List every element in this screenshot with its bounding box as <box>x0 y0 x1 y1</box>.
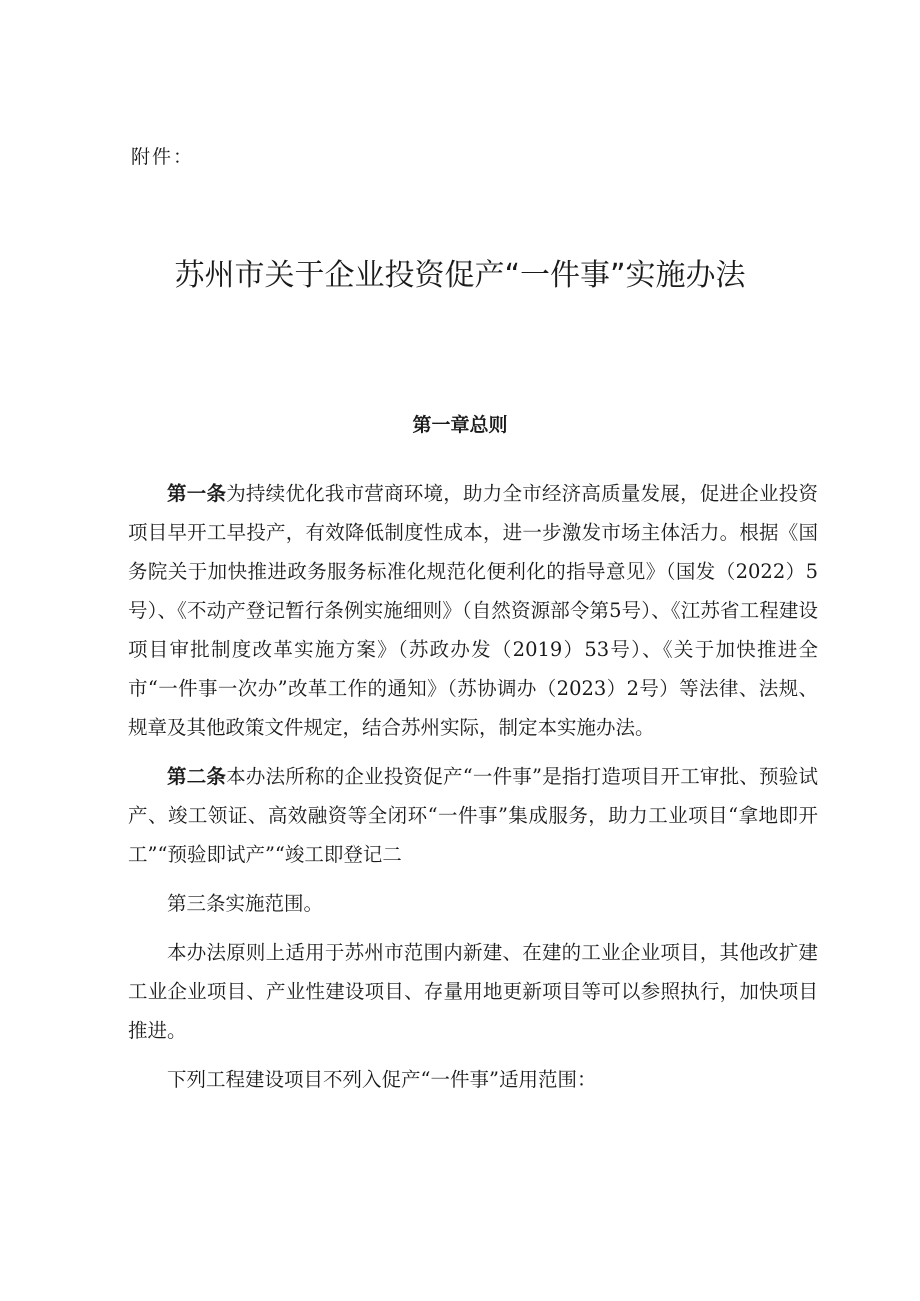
article-1-lead: 第一条 <box>167 482 227 505</box>
document-title: 苏州市关于企业投资促产“一件事”实施办法 <box>174 258 746 293</box>
article-1 <box>128 474 818 757</box>
paragraph-scope <box>128 933 818 1060</box>
attachment-label: 附件： <box>131 146 195 168</box>
article-2-lead: 第二条 <box>167 765 227 788</box>
article-2-text: 本办法所称的企业投资促产“一件事”是指打造项目开工审批、预验试产、竣工领证、高效融资等全闭环“一件事”集成服务，助力工业项目“拿地即开工”“预验即试产”“竣工即登记二 <box>128 765 818 866</box>
article-1-text: 为持续优化我市营商环境，助力全市经济高质量发展，促进企业投资项目早开工早投产，有效降低制度性成本，进一步激发市场主体活力。根据《国务院关于加快推进政务服务标准化规范化便利化的指导意见》（国发（2022）5号）、《不动产登记暂行条例实施细则》（自然资源部令第5号）、《江苏省工程建设项目审批制度改革实施方案》（苏政办发（2019）53号）、《关于加快推进全市“一件事一次办”改革工作的通知》（苏协调办（2023）2号）等法律、法规、规章及其他政策文件规定，结合苏州实际，制定本实施办法。 <box>128 482 818 739</box>
article-3 <box>128 884 818 933</box>
chapter-heading: 第一章总则 <box>412 414 508 436</box>
document-body <box>128 474 818 1109</box>
paragraph-exclusions-text: 下列工程建设项目不列入促产“一件事”适用范围： <box>167 1068 597 1091</box>
paragraph-exclusions <box>128 1060 818 1109</box>
paragraph-scope-text: 本办法原则上适用于苏州市范围内新建、在建的工业企业项目，其他改扩建工业企业项目、产业性建设项目、存量用地更新项目等可以参照执行，加快项目推进。 <box>128 941 818 1042</box>
article-3-text: 第三条实施范围。 <box>167 892 324 915</box>
article-2 <box>128 757 818 884</box>
